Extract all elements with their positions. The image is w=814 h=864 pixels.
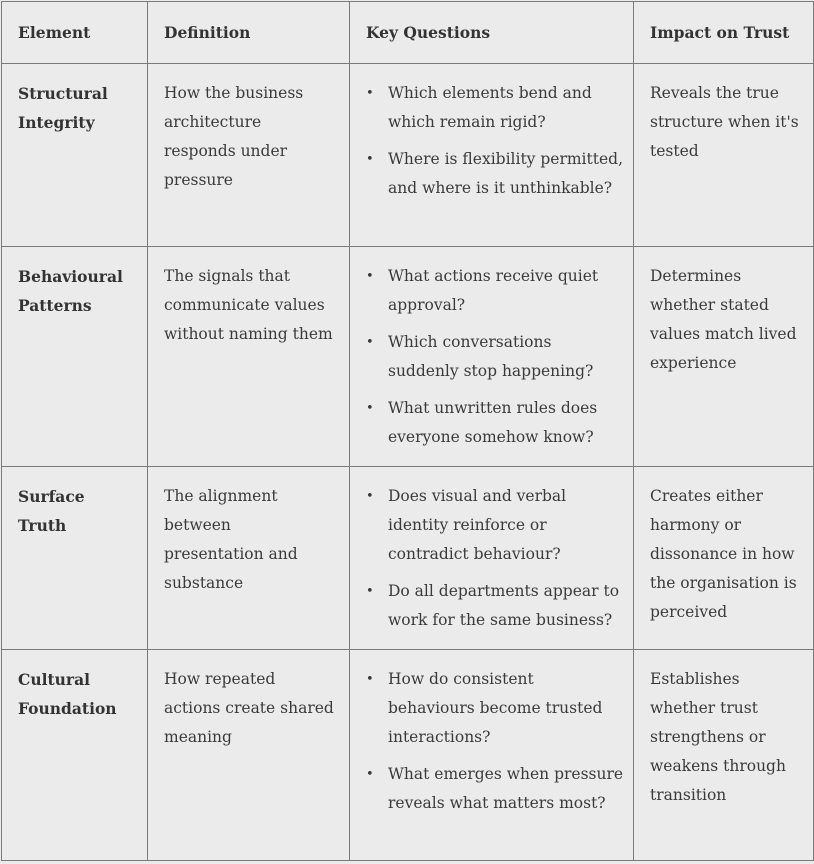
header-element: Element <box>2 2 148 64</box>
header-key-questions: Key Questions <box>350 2 634 64</box>
bullet-icon: • <box>366 767 374 782</box>
impact-cell: Establishes whether trust strengthens or weakens through transition <box>634 650 814 861</box>
questions-cell <box>350 467 634 650</box>
question-text: What unwritten rules does everyone somehow know? <box>388 399 598 446</box>
bullet-icon: • <box>366 584 374 599</box>
bullet-icon: • <box>366 269 374 284</box>
question-item <box>360 577 625 635</box>
question-item <box>360 262 625 320</box>
question-item <box>360 482 625 569</box>
question-text: How do consistent behaviours become trusted interactions? <box>388 670 603 746</box>
trust-framework-table <box>1 1 814 861</box>
header-definition: Definition <box>148 2 350 64</box>
impact-cell: Creates either harmony or dissonance in how the organisation is perceived <box>634 467 814 650</box>
header-impact-on-trust: Impact on Trust <box>634 2 814 64</box>
definition-cell: The signals that communicate values without naming them <box>148 247 350 467</box>
table-row <box>2 650 814 861</box>
table-header <box>2 2 814 64</box>
question-text: Which conversations suddenly stop happening? <box>388 333 594 380</box>
question-text: Does visual and verbal identity reinforce or contradict behaviour? <box>388 487 567 563</box>
bullet-icon: • <box>366 672 374 687</box>
bullet-icon: • <box>366 86 374 101</box>
impact-cell: Determines whether stated values match lived experience <box>634 247 814 467</box>
bullet-icon: • <box>366 401 374 416</box>
question-item <box>360 328 625 386</box>
definition-cell: The alignment between presentation and substance <box>148 467 350 650</box>
questions-list <box>360 482 625 635</box>
questions-cell <box>350 650 634 861</box>
question-text: Which elements bend and which remain rigid? <box>388 84 592 131</box>
definition-cell: How the business architecture responds under pressure <box>148 64 350 247</box>
question-item <box>360 665 625 752</box>
questions-cell <box>350 247 634 467</box>
question-text: What emerges when pressure reveals what matters most? <box>388 765 624 812</box>
impact-cell: Reveals the true structure when it's tested <box>634 64 814 247</box>
element-cell: Surface Truth <box>2 467 148 650</box>
questions-list <box>360 262 625 452</box>
bullet-icon: • <box>366 152 374 167</box>
table-row <box>2 467 814 650</box>
element-cell: Structural Integrity <box>2 64 148 247</box>
questions-list <box>360 665 625 818</box>
questions-cell <box>350 64 634 247</box>
definition-cell: How repeated actions create shared meaning <box>148 650 350 861</box>
table-row <box>2 247 814 467</box>
element-cell: Behavioural Patterns <box>2 247 148 467</box>
bullet-icon: • <box>366 489 374 504</box>
table-body <box>2 64 814 861</box>
question-item <box>360 760 625 818</box>
question-text: Do all departments appear to work for the same business? <box>388 582 620 629</box>
bullet-icon: • <box>366 335 374 350</box>
question-text: Where is flexibility permitted, and where is it unthinkable? <box>388 150 623 197</box>
question-item <box>360 394 625 452</box>
questions-list <box>360 79 625 203</box>
header-row <box>2 2 814 64</box>
question-item <box>360 79 625 137</box>
element-cell: Cultural Foundation <box>2 650 148 861</box>
question-text: What actions receive quiet approval? <box>388 267 599 314</box>
table-row <box>2 64 814 247</box>
question-item <box>360 145 625 203</box>
